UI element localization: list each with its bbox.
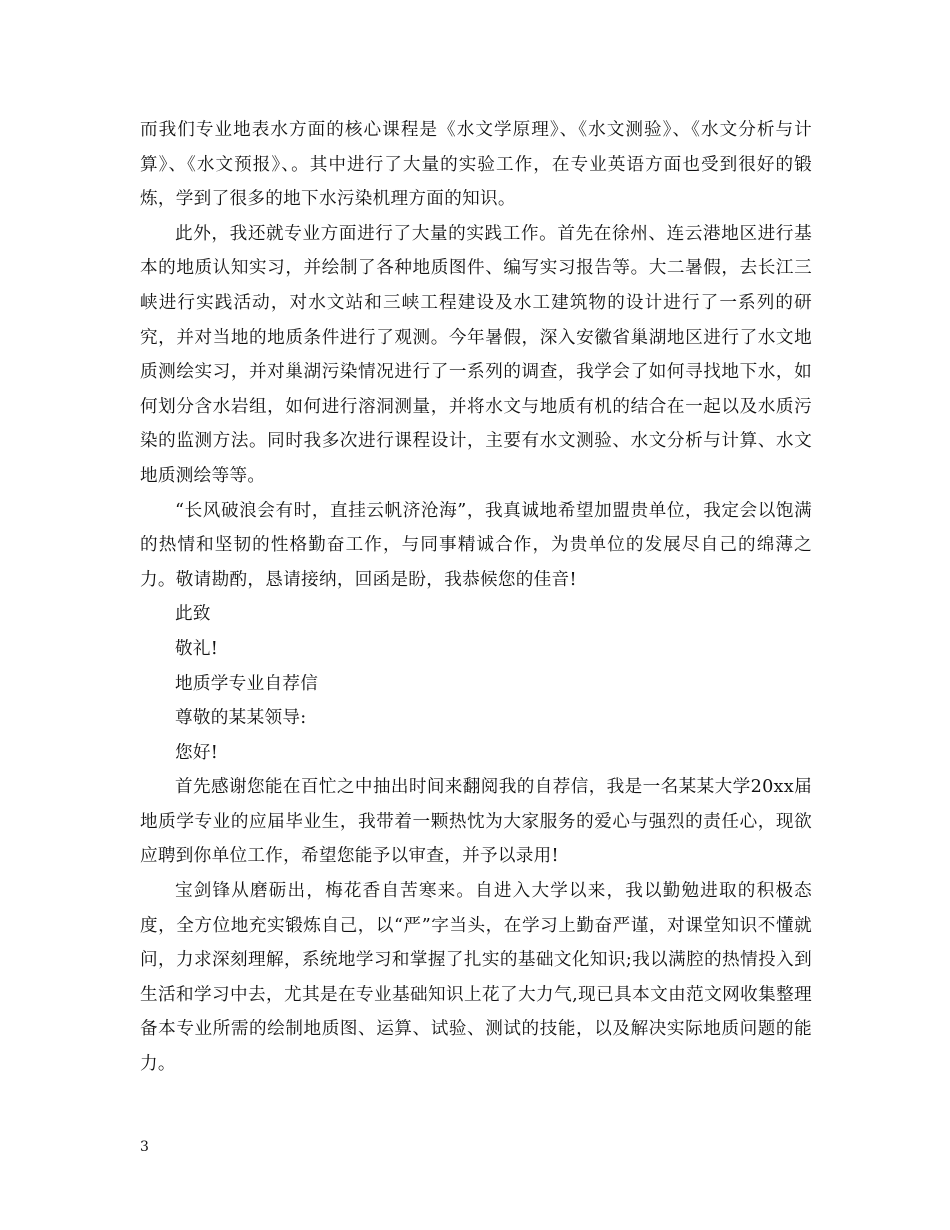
salutation-cizhi: 此致	[175, 604, 211, 625]
page-number: 3	[140, 1139, 149, 1155]
letter-addressee: 尊敬的某某领导:	[175, 708, 307, 729]
document-body	[140, 113, 812, 1082]
paragraph-introduction: 首先感谢您能在百忙之中抽出时间来翻阅我的自荐信，我是一名某某大学20xx届地质学专业的应届毕业生，我带着一颗热忱为大家服务的爱心与强烈的责任心，现欲应聘到你单位工作，希望您能予以审查，并予以录用!	[140, 777, 812, 867]
paragraph-study-experience: 宝剑锋从磨砺出，梅花香自苦寒来。自进入大学以来，我以勤勉进取的积极态度，全方位地充实锻炼自己，以“严”字当头，在学习上勤奋严谨，对课堂知识不懂就问，力求深刻理解，系统地学习和掌握了扎实的基础文化知识;我以满腔的热情投入到生活和学习中去，尤其是在专业基础知识上花了大力气,现已具本文由范文网收集整理备本专业所需的绘制地质图、运算、试验、测试的技能，以及解决实际地质问题的能力。	[140, 881, 812, 1075]
letter-greeting: 您好!	[175, 742, 219, 763]
letter-title: 地质学专业自荐信	[175, 673, 319, 694]
salutation-jingli: 敬礼!	[175, 638, 219, 659]
paragraph-core-courses: 而我们专业地表水方面的核心课程是《水文学原理》、《水文测验》、《水文分析与计算》、《水文预报》、。其中进行了大量的实验工作，在专业英语方面也受到很好的锻炼，学到了很多的地下水污染机理方面的知识。	[140, 120, 812, 210]
paragraph-practice-work: 此外，我还就专业方面进行了大量的实践工作。首先在徐州、连云港地区进行基本的地质认知实习，并绘制了各种地质图件、编写实习报告等。大二暑假，去长江三峡进行实践活动，对水文站和三峡工程建设及水工建筑物的设计进行了一系列的研究，并对当地的地质条件进行了观测。今年暑假，深入安徽省巢湖地区进行了水文地质测绘实习，并对巢湖污染情况进行了一系列的调查，我学会了如何寻找地下水，如何划分含水岩组，如何进行溶洞测量，并将水文与地质有机的结合在一起以及水质污染的监测方法。同时我多次进行课程设计，主要有水文测验、水文分析与计算、水文地质测绘等等。	[140, 223, 812, 486]
paragraph-closing-wish: “长风破浪会有时，直挂云帆济沧海”，我真诚地希望加盟贵单位，我定会以饱满的热情和坚韧的性格勤奋工作，与同事精诚合作，为贵单位的发展尽自己的绵薄之力。敬请勘酌，恳请接纳，回函是盼，我恭候您的佳音!	[140, 500, 812, 590]
